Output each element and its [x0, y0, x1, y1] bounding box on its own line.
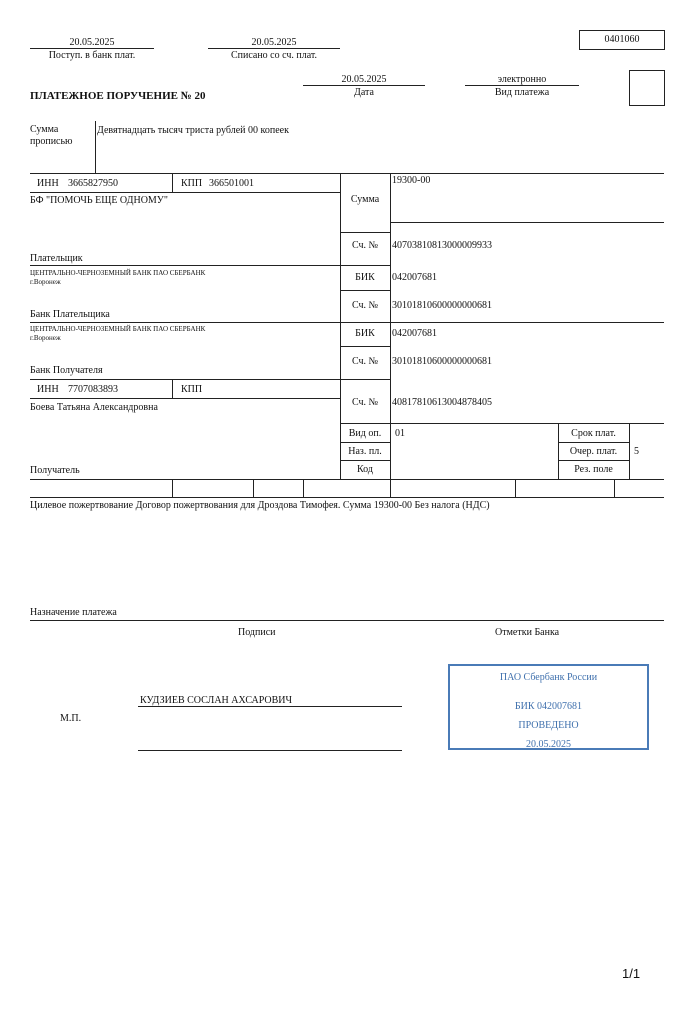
payer-bank-bik-label: БИК — [355, 272, 375, 283]
due-bottom-line — [558, 442, 629, 443]
debited-date-label: Списано со сч. плат. — [230, 50, 318, 61]
debited-date: 20.05.2025 — [251, 37, 297, 48]
tax-fields-bottom-line — [30, 497, 664, 498]
document-date-line — [303, 85, 425, 86]
payee-account-bottom-line — [340, 423, 664, 424]
payer-bank-bottom-line — [30, 322, 664, 323]
signatures-label: Подписи — [238, 627, 276, 638]
payee-bank-city: г.Воронеж — [30, 334, 61, 342]
priority-label: Очер. плат. — [569, 446, 618, 457]
bank-stamp — [448, 664, 649, 750]
sum-value-bottom-line — [390, 222, 664, 223]
sum-value: 19300-00 — [392, 175, 431, 186]
payment-type: электронно — [497, 74, 547, 85]
payer-kpp-label: КПП — [181, 178, 203, 189]
tax-field-divider-5 — [515, 479, 516, 497]
payer-bik-bottom-line — [340, 290, 390, 291]
payee-inn-kpp-divider — [172, 379, 173, 398]
purpose-code-label: Наз. пл. — [348, 446, 382, 457]
op-type-bottom-line — [340, 442, 390, 443]
amount-words-label-1: Сумма — [30, 124, 59, 135]
payee-kpp-label: КПП — [181, 384, 203, 395]
reserve-field-label: Рез. поле — [574, 464, 613, 475]
payee-bik-bottom-line — [340, 346, 390, 347]
priority-bottom-line — [558, 460, 629, 461]
grid-vline-right-values — [629, 423, 630, 479]
bank-marks-label: Отметки Банка — [495, 627, 560, 638]
signature-line-2 — [138, 750, 402, 751]
amount-words-divider — [95, 121, 96, 173]
amount-words-value: Девятнадцать тысяч триста рублей 00 копеек — [97, 125, 289, 136]
document-date-label: Дата — [354, 87, 374, 98]
stamp-bank-name: ПАО Сбербанк России — [499, 672, 598, 683]
form-code-box: 0401060 — [579, 30, 665, 50]
payer-inn-kpp-divider — [172, 173, 173, 192]
amount-words-label-2: прописью — [30, 136, 73, 147]
document-title: ПЛАТЕЖНОЕ ПОРУЧЕНИЕ № 20 — [30, 90, 206, 102]
payment-type-label: Вид платежа — [494, 87, 550, 98]
tax-field-divider-1 — [172, 479, 173, 497]
payer-bank-city: г.Воронеж — [30, 278, 61, 286]
payment-purpose-text: Цилевое пожертвование Договор пожертвования для Дроздова Тимофея. Сумма 19300-00 Без налога (НДС) — [30, 500, 490, 511]
stamp-bik: БИК 042007681 — [514, 701, 583, 712]
payer-kpp: 366501001 — [209, 178, 254, 189]
payee-bank-bik: 042007681 — [392, 328, 437, 339]
purpose-code-bottom-line — [340, 460, 390, 461]
payee-bank-bik-label: БИК — [355, 328, 375, 339]
payee-inn-bottom-line — [30, 398, 340, 399]
payee-bank-label: Банк Получателя — [30, 365, 103, 376]
payer-bank-account: 30101810600000000681 — [392, 300, 492, 311]
signer-name: КУДЗИЕВ СОСЛАН АХСАРОВИЧ — [140, 695, 293, 706]
payee-inn-label: ИНН — [37, 384, 59, 395]
purpose-bottom-line — [30, 620, 664, 621]
due-date-label: Срок плат. — [571, 428, 616, 439]
stamp-date: 20.05.2025 — [526, 739, 571, 750]
page-number: 1/1 — [622, 966, 641, 981]
debited-date-line — [208, 48, 340, 49]
payer-inn-bottom-line — [30, 192, 340, 193]
sum-label-bottom-line — [340, 232, 390, 233]
payer-bank-name: ЦЕНТРАЛЬНО-ЧЕРНОЗЕМНЫЙ БАНК ПАО СБЕРБАНК — [30, 269, 206, 277]
tax-field-divider-6 — [614, 479, 615, 497]
payer-bank-bik: 042007681 — [392, 272, 437, 283]
payee-bank-name: ЦЕНТРАЛЬНО-ЧЕРНОЗЕМНЫЙ БАНК ПАО СБЕРБАНК — [30, 325, 206, 333]
payer-bottom-line — [30, 265, 390, 266]
payee-account-label: Сч. № — [351, 397, 379, 408]
priority-value: 5 — [634, 446, 639, 457]
payee-name: Боева Татьяна Александровна — [30, 402, 158, 413]
code-label: Код — [357, 464, 373, 475]
empty-code-box — [629, 70, 665, 106]
payer-label: Плательщик — [30, 253, 83, 264]
payee-bank-account-label: Сч. № — [351, 356, 379, 367]
payee-bottom-line — [30, 479, 664, 480]
received-date-label: Поступ. в банк плат. — [48, 50, 136, 61]
signature-line-1 — [138, 706, 402, 707]
payer-account: 40703810813000009933 — [392, 240, 492, 251]
tax-field-divider-4 — [390, 479, 391, 497]
op-type-label: Вид оп. — [348, 428, 382, 439]
payee-label: Получатель — [30, 465, 80, 476]
payer-inn-label: ИНН — [37, 178, 59, 189]
grid-vline-values — [390, 173, 391, 479]
payee-bank-account: 30101810600000000681 — [392, 356, 492, 367]
received-date-line — [30, 48, 154, 49]
payment-purpose-label: Назначение платежа — [30, 607, 117, 618]
received-date: 20.05.2025 — [69, 37, 115, 48]
tax-field-divider-3 — [303, 479, 304, 497]
payee-inn: 7707083893 — [68, 384, 118, 395]
payment-type-line — [465, 85, 579, 86]
payer-bank-label: Банк Плательщика — [30, 309, 110, 320]
amount-words-bottom-line — [30, 173, 664, 174]
payee-bank-bottom-line — [30, 379, 390, 380]
op-type: 01 — [395, 428, 405, 439]
payer-account-label: Сч. № — [351, 240, 379, 251]
payer-bank-account-label: Сч. № — [351, 300, 379, 311]
payee-account: 40817810613004878405 — [392, 397, 492, 408]
stamp-status: ПРОВЕДЕНО — [518, 720, 579, 731]
payer-inn: 3665827950 — [68, 178, 118, 189]
payer-name: БФ "ПОМОЧЬ ЕЩЕ ОДНОМУ" — [30, 195, 168, 206]
tax-field-divider-2 — [253, 479, 254, 497]
stamp-place-label: М.П. — [60, 713, 82, 724]
sum-label: Сумма — [350, 194, 380, 205]
document-date: 20.05.2025 — [341, 74, 387, 85]
